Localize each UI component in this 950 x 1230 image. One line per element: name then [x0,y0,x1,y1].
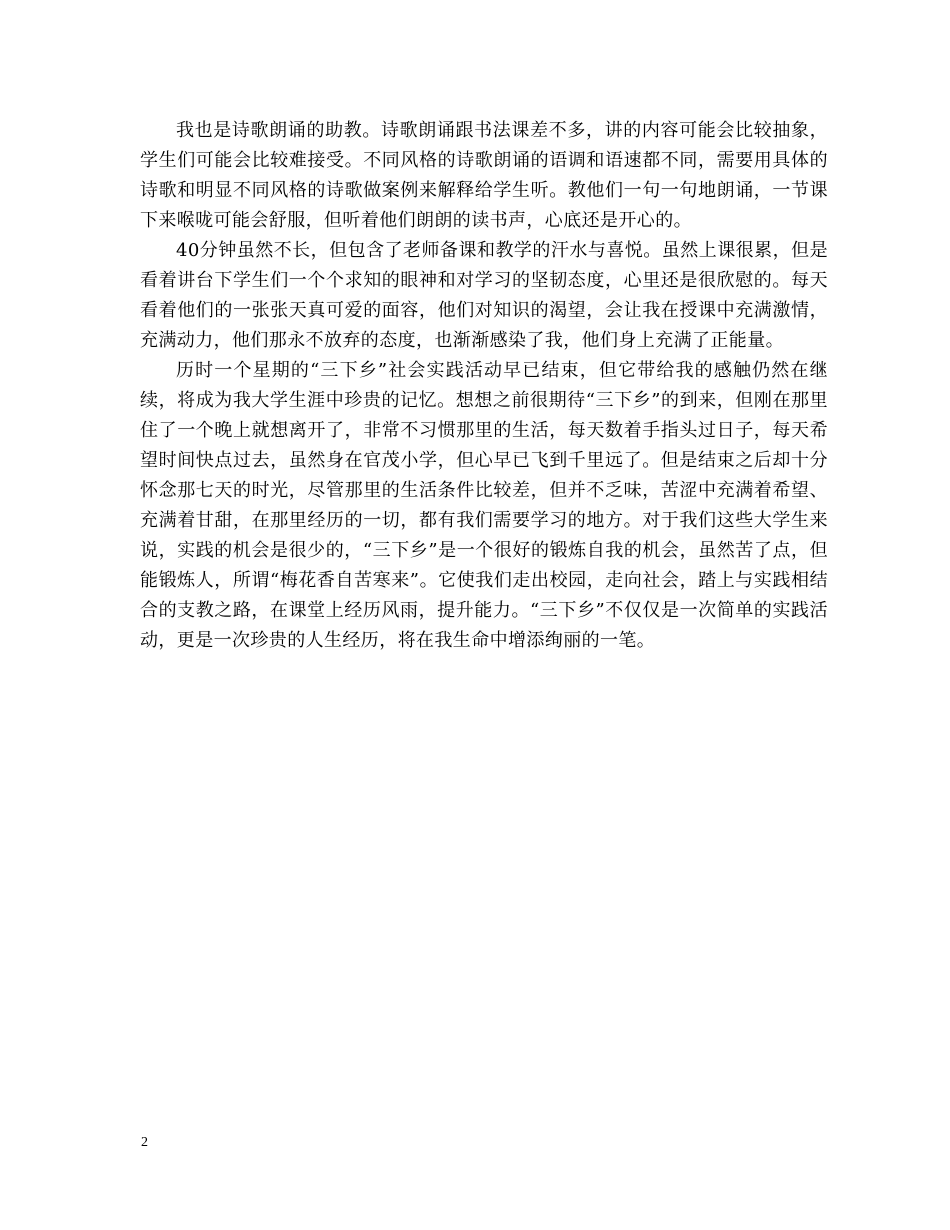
paragraph-forty-minutes: 40分钟虽然不长，但包含了老师备课和教学的汗水与喜悦。虽然上课很累，但是看着讲台下学生们一个个求知的眼神和对学习的坚韧态度，心里还是很欣慰的。每天看着他们的一张张天真可爱的面容，他们对知识的渴望，会让我在授课中充满激情，充满动力，他们那永不放弃的态度，也渐渐感染了我，他们身上充满了正能量。 [140,240,828,351]
paragraph-poetry-assistant: 我也是诗歌朗诵的助教。诗歌朗诵跟书法课差不多，讲的内容可能会比较抽象，学生们可能会比较难接受。不同风格的诗歌朗诵的语调和语速都不同，需要用具体的诗歌和明显不同风格的诗歌做案例来解释给学生听。教他们一句一句地朗诵，一节课下来喉咙可能会舒服，但听着他们朗朗的读书声，心底还是开心的。 [140,120,828,231]
document-body [140,116,828,656]
paragraph-practice-reflection: 历时一个星期的“三下乡”社会实践活动早已结束，但它带给我的感触仍然在继续，将成为我大学生涯中珍贵的记忆。想想之前很期待“三下乡”的到来，但刚在那里住了一个晚上就想离开了，非常不习惯那里的生活，每天数着手指头过日子，每天希望时间快点过去，虽然身在官茂小学，但心早已飞到千里远了。但是结束之后却十分怀念那七天的时光，尽管那里的生活条件比较差，但并不乏味，苦涩中充满着希望、充满着甘甜，在那里经历的一切，都有我们需要学习的地方。对于我们这些大学生来说，实践的机会是很少的，“三下乡”是一个很好的锻炼自我的机会，虽然苦了点，但能锻炼人，所谓“梅花香自苦寒来”。它使我们走出校园，走向社会，踏上与实践相结合的支教之路，在课堂上经历风雨，提升能力。“三下乡”不仅仅是一次简单的实践活动，更是一次珍贵的人生经历，将在我生命中增添绚丽的一笔。 [140,360,828,651]
page-number: 2 [141,1135,148,1150]
